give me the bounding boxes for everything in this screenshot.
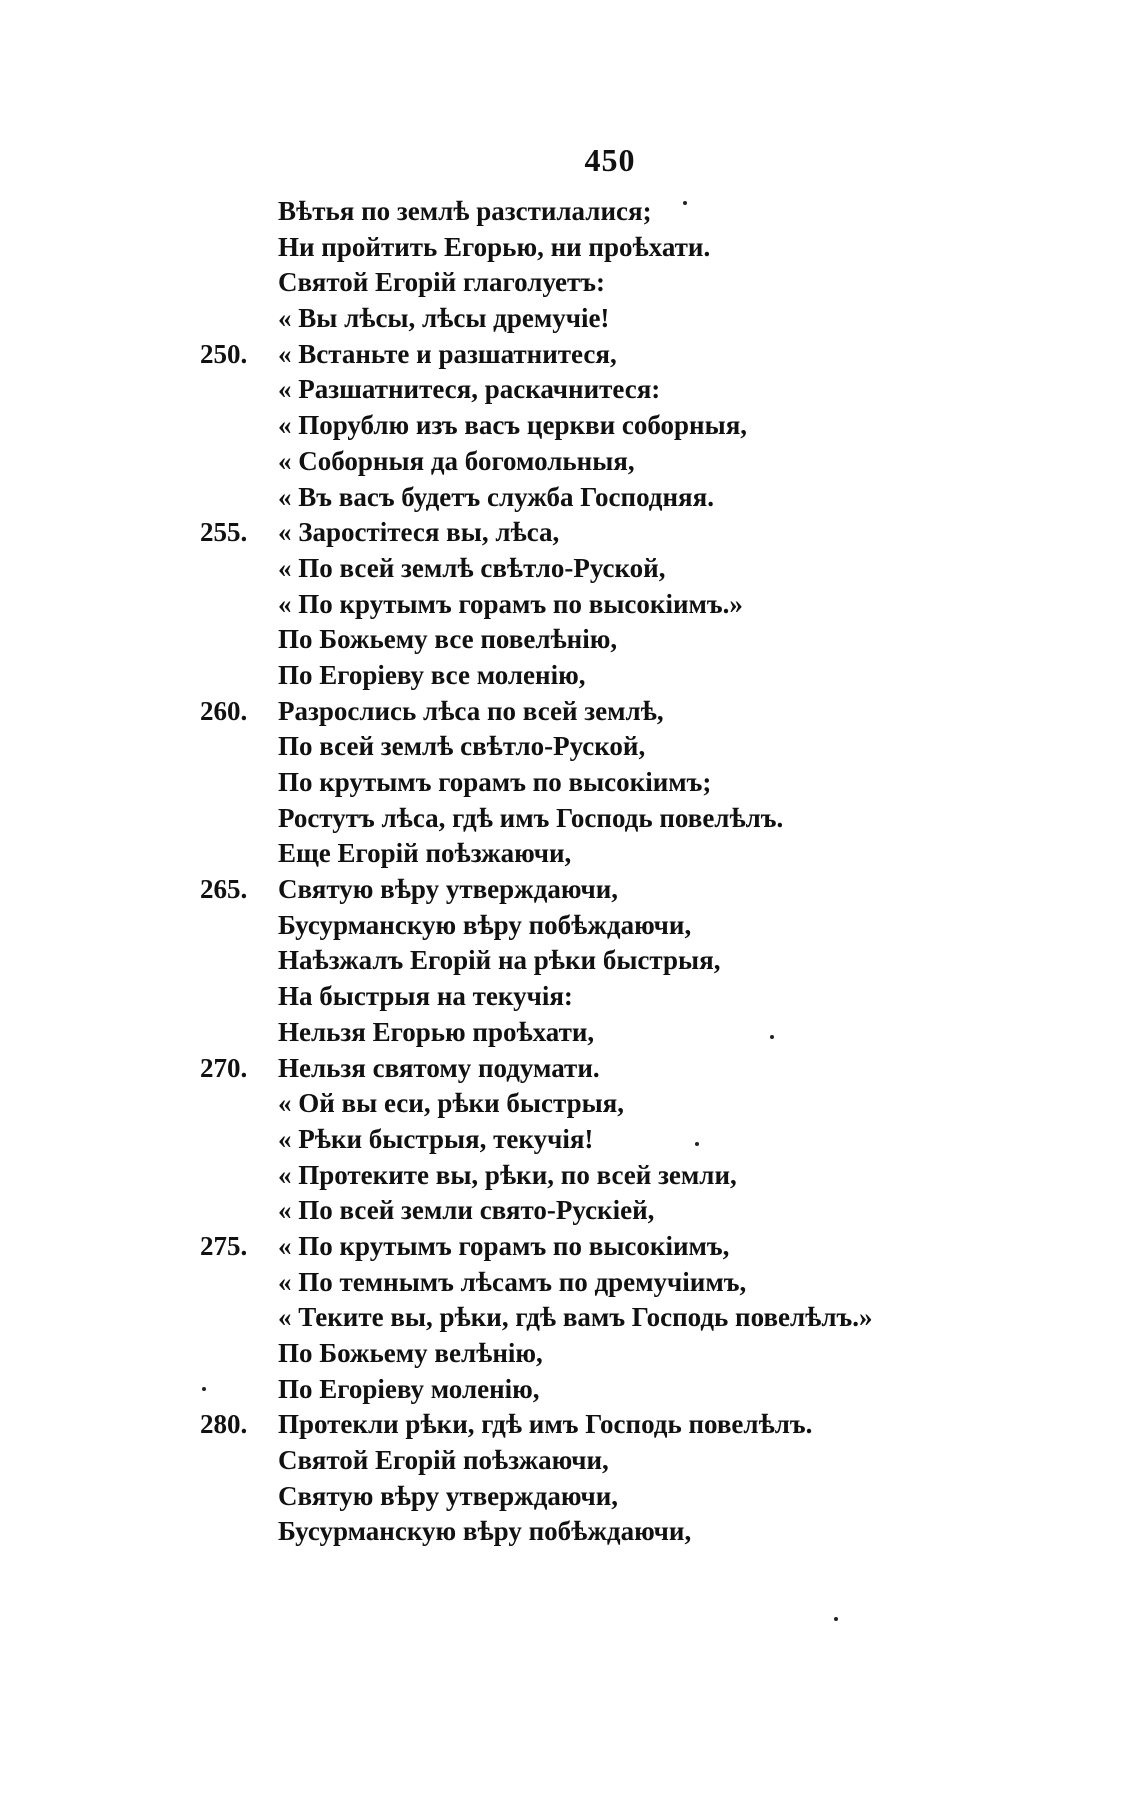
poem-line bbox=[200, 301, 1020, 337]
line-number: 265. bbox=[200, 874, 248, 905]
poem-line bbox=[200, 1122, 1020, 1158]
line-text: « По всей землѣ свѣтло-Руской, bbox=[278, 552, 666, 583]
line-text: « По крутымъ горамъ по высокіимъ.» bbox=[278, 588, 743, 619]
line-number: 275. bbox=[200, 1230, 248, 1261]
poem-line bbox=[200, 1479, 1020, 1515]
line-text: Бусурманскую вѣру побѣждаючи, bbox=[278, 909, 692, 940]
poem-line bbox=[200, 1229, 1020, 1265]
line-text: По крутымъ горамъ по высокіимъ; bbox=[278, 767, 712, 797]
poem-line bbox=[200, 801, 1020, 837]
line-text: « По темнымъ лѣсамъ по дремучіимъ, bbox=[278, 1266, 747, 1297]
poem-line bbox=[200, 979, 1020, 1015]
print-speck bbox=[202, 1387, 206, 1391]
line-text: Еще Егорій поѣзжаючи, bbox=[278, 838, 572, 869]
line-text: Святой Егорій глаголуетъ: bbox=[278, 267, 606, 298]
line-text: По Божьему все повелѣнію, bbox=[278, 624, 618, 655]
line-text: Бусурманскую вѣру побѣждаючи, bbox=[278, 1516, 692, 1547]
poem-line bbox=[200, 1443, 1020, 1479]
poem-line bbox=[200, 1086, 1020, 1122]
poem-line bbox=[200, 1407, 1020, 1443]
line-text: По Егоріеву моленію, bbox=[278, 1373, 540, 1404]
line-text: « Встаньте и разшатнитеся, bbox=[278, 338, 617, 369]
poem-line bbox=[200, 1336, 1020, 1372]
line-text: « Ой вы еси, рѣки быстрыя, bbox=[278, 1088, 625, 1119]
line-text: « Рѣки быстрыя, текучія! bbox=[278, 1123, 594, 1154]
poem-line bbox=[200, 765, 1020, 801]
poem-line bbox=[200, 622, 1020, 658]
poem-line bbox=[200, 908, 1020, 944]
line-text: « По всей земли свято-Рускіей, bbox=[278, 1195, 655, 1226]
poem-line bbox=[200, 1300, 1020, 1336]
line-text: « Протеките вы, рѣки, по всей земли, bbox=[278, 1159, 737, 1190]
poem-line bbox=[200, 1372, 1020, 1408]
line-number: 280. bbox=[200, 1409, 248, 1440]
line-text: Протекли рѣки, гдѣ имъ Господь повелѣлъ. bbox=[278, 1409, 813, 1440]
line-text: « Порублю изъ васъ церкви соборныя, bbox=[278, 410, 748, 441]
line-text: Святую вѣру утверждаючи, bbox=[278, 874, 619, 905]
poem-line bbox=[200, 1158, 1020, 1194]
poem-line bbox=[200, 1265, 1020, 1301]
line-text: Святой Егорій поѣзжаючи, bbox=[278, 1445, 609, 1476]
line-text: Нельзя Егорью проѣхати, bbox=[278, 1016, 595, 1047]
line-text: По Егоріеву все моленію, bbox=[278, 659, 586, 690]
line-text: Вѣтья по землѣ разстилалися; bbox=[278, 196, 652, 226]
poem-line bbox=[200, 444, 1020, 480]
poem-line bbox=[200, 943, 1020, 979]
poem-line bbox=[200, 1051, 1020, 1087]
poem-line bbox=[200, 372, 1020, 408]
line-text: Ростутъ лѣса, гдѣ имъ Господь повелѣлъ. bbox=[278, 802, 784, 833]
line-text: « Соборныя да богомольныя, bbox=[278, 445, 635, 476]
poem-line bbox=[200, 551, 1020, 587]
line-text: « По крутымъ горамъ по высокіимъ, bbox=[278, 1230, 730, 1261]
page-number: 450 bbox=[584, 142, 636, 178]
line-text: « Вы лѣсы, лѣсы дремучіе! bbox=[278, 303, 610, 334]
line-text: На быстрыя на текучія: bbox=[278, 981, 573, 1012]
poem-line bbox=[200, 729, 1020, 765]
line-text: « Въ васъ будетъ служба Господняя. bbox=[278, 481, 714, 512]
line-text: По Божьему велѣнію, bbox=[278, 1338, 543, 1368]
line-text: Наѣзжалъ Егорій на рѣки быстрыя, bbox=[278, 945, 721, 976]
poem-line bbox=[200, 836, 1020, 872]
poem-line bbox=[200, 658, 1020, 694]
line-text: Святую вѣру утверждаючи, bbox=[278, 1480, 619, 1511]
poem-line bbox=[200, 194, 1020, 230]
line-number: 255. bbox=[200, 517, 248, 548]
poem-line bbox=[200, 694, 1020, 730]
line-text: Разрослись лѣса по всей землѣ, bbox=[278, 695, 664, 726]
print-speck bbox=[683, 201, 687, 205]
poem-line bbox=[200, 1015, 1020, 1051]
line-number: 260. bbox=[200, 695, 248, 726]
poem-line bbox=[200, 265, 1020, 301]
print-speck bbox=[834, 1617, 838, 1621]
line-text: Нельзя святому подумати. bbox=[278, 1052, 600, 1083]
poem-line bbox=[200, 230, 1020, 266]
line-text: « Заростітеся вы, лѣса, bbox=[278, 517, 560, 548]
poem-line bbox=[200, 1193, 1020, 1229]
poem-text bbox=[200, 194, 1020, 1550]
line-text: Ни пройтить Егорью, ни проѣхати. bbox=[278, 231, 711, 262]
print-speck bbox=[770, 1035, 774, 1039]
line-text: « Разшатнитеся, раскачнитеся: bbox=[278, 374, 661, 405]
poem-line bbox=[200, 872, 1020, 908]
line-number: 250. bbox=[200, 338, 248, 369]
poem-line bbox=[200, 1514, 1020, 1550]
print-speck bbox=[695, 1142, 699, 1146]
poem-line bbox=[200, 515, 1020, 551]
line-number: 270. bbox=[200, 1052, 248, 1083]
poem-line bbox=[200, 408, 1020, 444]
poem-line bbox=[200, 587, 1020, 623]
line-text: По всей землѣ свѣтло-Руской, bbox=[278, 731, 646, 762]
poem-line bbox=[200, 480, 1020, 516]
line-text: « Теките вы, рѣки, гдѣ вамъ Господь повелѣлъ.» bbox=[278, 1302, 873, 1333]
poem-line bbox=[200, 337, 1020, 373]
